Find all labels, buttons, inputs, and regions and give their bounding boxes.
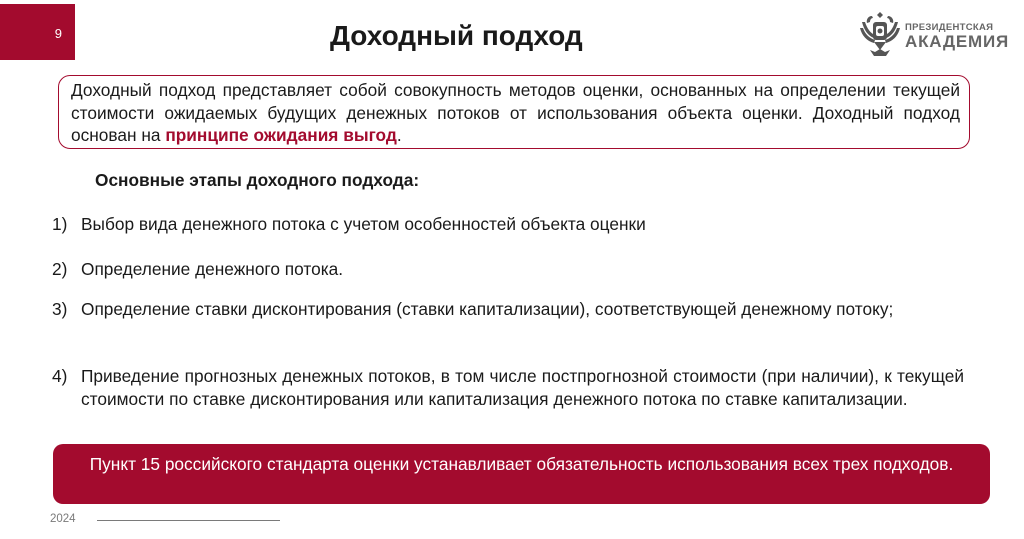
page-number: 9 bbox=[54, 26, 62, 41]
list-item-text: Приведение прогнозных денежных потоков, в том числе постпрогнозной стоимости (при наличии), к текущей стоимости по ставке дисконтирования или капитализация денежного потока по ставке капитализации. bbox=[81, 366, 964, 409]
definition-box bbox=[58, 75, 970, 149]
list-item-number: 1) bbox=[52, 214, 68, 234]
definition-emphasis: принципе ожидания выгод bbox=[165, 125, 397, 145]
logo-text-line2: АКАДЕМИЯ bbox=[905, 32, 1010, 51]
eagle-emblem-icon bbox=[858, 8, 902, 62]
footer-divider bbox=[97, 520, 280, 521]
list-item-number: 2) bbox=[52, 259, 68, 279]
note-banner bbox=[53, 444, 990, 504]
list-item bbox=[52, 258, 964, 281]
list-item-number: 4) bbox=[52, 366, 68, 386]
logo-text-line1: ПРЕЗИДЕНТСКАЯ bbox=[905, 22, 994, 33]
academy-logo bbox=[858, 8, 1008, 62]
slide-title: Доходный подход bbox=[330, 20, 583, 51]
list-item-text: Определение денежного потока. bbox=[81, 259, 344, 279]
list-item-text: Определение ставки дисконтирования (ставки капитализации), соответствующей денежному потоку; bbox=[81, 299, 894, 319]
list-item-number: 3) bbox=[52, 299, 68, 319]
note-text: Пункт 15 российского стандарта оценки устанавливает обязательность использования всех трех подходов. bbox=[89, 454, 954, 474]
list-item bbox=[52, 365, 964, 410]
definition-text: Доходный подход представляет собой совокупность методов оценки, основанных на определении текущей стоимости ожидаемых будущих денежных потоков от использования объекта оценки. Доходный подход основан на bbox=[71, 80, 960, 145]
definition-text-end: . bbox=[396, 125, 402, 145]
list-item bbox=[52, 298, 964, 321]
list-item bbox=[52, 213, 964, 236]
footer-year: 2024 bbox=[50, 513, 76, 525]
list-item-text: Выбор вида денежного потока с учетом особенностей объекта оценки bbox=[81, 214, 646, 234]
stages-heading: Основные этапы доходного подхода: bbox=[95, 170, 420, 190]
page-number-tab bbox=[0, 4, 75, 60]
